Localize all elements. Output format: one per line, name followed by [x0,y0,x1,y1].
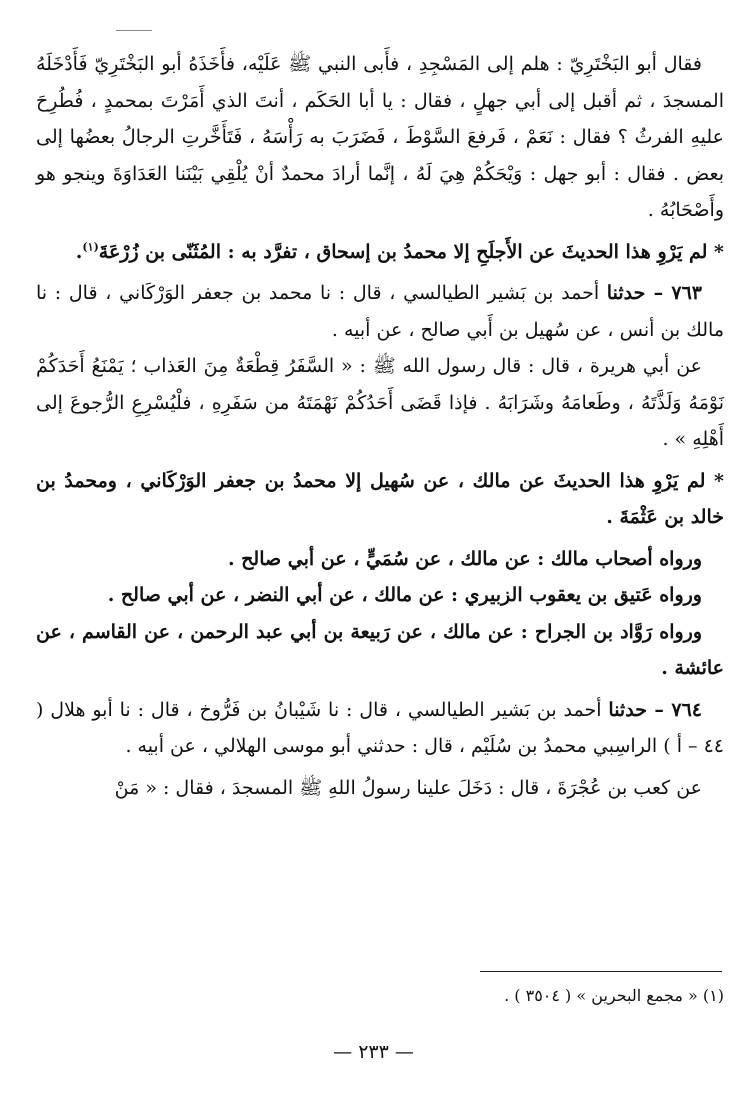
hadith-763-matn: عن أبي هريرة ، قال : قال رسول الله ﷺ : « السَّفَرُ قِطْعَةٌ مِنَ العَذاب ؛ يَمْنَعُ أَحَدَكُمْ نَوْمَهُ وَلَذَّتَهُ ، وطَعامَهُ وشَرَابَهُ . فإذا قَضَى أَحَدُكُمْ نَهْمَتَهُ من سَفَرِهِ ، فلْيُسْرِعِ الرُّجوعَ إلى أَهْلِهِ » . [36,355,724,450]
riwaya-line-2: ورواه عَتيق بن يعقوب الزبيري : عن مالك ، عن أبي النضر ، عن أبي صالح . [107,584,702,606]
hadith-763-number: ٧٦٣ – حدثنا [606,282,702,304]
top-decorative-mark [116,30,152,31]
page-number: — ٢٣٣ — [333,1041,414,1063]
hadith-764-isnad-text: أحمد بن بَشير الطيالسي ، قال : نا شَيْبانُ بن فَرُّوخ ، قال : نا أبو هلال ( ٤٤ – أ ) الراسِبي محمدُ بن سُلَيْم ، قال : حدثني أبو موسى الهلالي ، عن أبيه . [36,698,724,757]
hadith-763-isnad-text: أحمد بن بَشير الطيالسي ، قال : نا محمد بن جعفر الوَرْكَاني ، قال : نا مالك بن أنس ، عن سُهيل بن أَبي صالح ، عن أبيه . [36,282,724,341]
hadith-764-isnad [36,692,724,765]
paragraph-narrative: فقال أبو البَخْتَرِيّ : هلم إلى المَسْجِدِ ، فأَبى النبي ﷺ عَلَيْه، فأَخَذَهُ أبو البَخْتَرِيّ فَأَدْخَلَهُ المسجدَ ، ثم أقبل إلى أبي جهلٍ ، فقال : يا أبا الحَكَم ، أنتَ الذي أَمَرْتَ بمحمدٍ ، فُطُرِحَ عليهِ الفرثُ ؟ فقال : نَعَمْ ، فَرفعَ السَّوْطَ ، فَضَرَبَ به رَأْسَهُ ، فَتَأَخَّرتِ الرجالُ بعضُها إلى بعض . فقال : أبو جهل : وَيْحَكُمْ هِيَ لَهُ ، إنَّما أرادَ محمدٌ أنْ يُلْقِي بَيْنَنا العَدَاوَةَ وينجو هو وأَصْحَابُهُ . [36,53,724,221]
hadith-763-isnad [36,275,724,348]
footnote-1: (١) « مجمع البحرين » ( ٣٥٠٤ ) . [504,986,724,1005]
riwaya-line-1: ورواه أصحاب مالك : عن مالك ، عن سُمَيٍّ ، عن أبي صالح . [227,547,702,570]
riwaya-line-3: ورواه رَوَّاد بن الجراح : عن مالك ، عن رَبيعة بن أبي عبد الرحمن ، عن القاسم ، عن عائشة . [36,620,724,679]
commentary-note-1 [36,234,724,271]
commentary-note-1-end: . [75,240,83,263]
footnote-divider [480,971,722,972]
main-text [36,46,724,806]
commentary-note-1-text: * لم يَرْوِ هذا الحديثَ عن الأَجلَحِ إلا محمدُ بن إسحاق ، تفرَّد به : المُثَنّى بن زُرْعَةَ [98,240,724,263]
hadith-764-number: ٧٦٤ – حدثنا [608,698,702,721]
commentary-note-2: * لم يَرْوِ هذا الحديثَ عن مالك ، عن سُهيل إلا محمدُ بن جعفر الوَرْكَاني ، ومحمدُ بن خالد بن عَثْمَةَ . [36,469,724,528]
hadith-764-matn: عن كعب بن عُجْرَةَ ، قال : دَخَلَ علينا رسولُ اللهِ ﷺ المسجدَ ، فقال : « مَنْ [114,776,702,799]
footnote-ref-1: (١) [82,240,99,254]
